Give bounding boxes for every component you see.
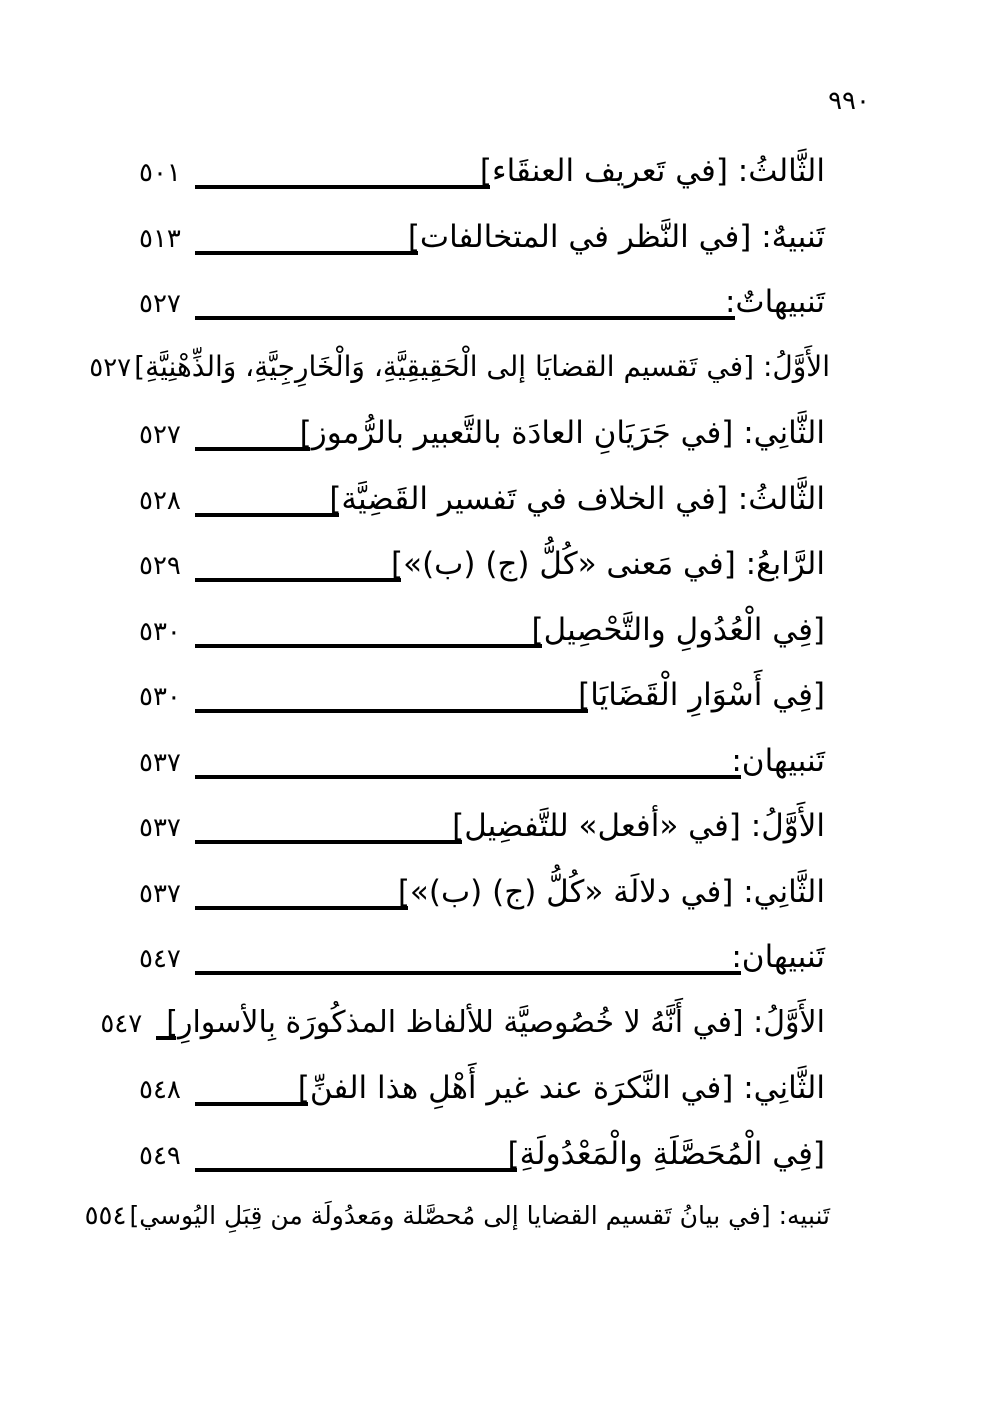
toc-entry-title: الثَّالثُ: [في الخلاف في تَفسير القَضِيَّة] <box>329 480 825 517</box>
toc-entry-title: الثَّانِي: [في النَّكرَة عند غير أَهْلِ هذا الفنِّ] <box>297 1070 825 1106</box>
toc-entry <box>84 202 920 268</box>
toc-entry-title: [فِي الْعُدُولِ والتَّحْصِيل] <box>531 611 825 648</box>
table-of-contents <box>84 136 920 1250</box>
toc-leader-line <box>195 239 418 255</box>
toc-entry-page-number: ٥٥٤ <box>84 1201 127 1231</box>
toc-leader-line <box>195 763 741 779</box>
toc-entry-title: تَنبيهان: <box>731 939 825 975</box>
toc-entry <box>84 333 920 399</box>
toc-entry-title: الرَّابعُ: [في مَعنى «كُلُّ (ج) (ب)»] <box>391 546 825 582</box>
toc-entry-page-number: ٥٢٧ <box>89 352 132 383</box>
toc-entry-page-number: ٥٣٧ <box>139 878 181 909</box>
toc-entry <box>84 1053 920 1119</box>
toc-entry-page-number: ٥٣٧ <box>139 747 181 778</box>
toc-leader-line <box>195 894 408 910</box>
toc-entry-page-number: ٥٤٧ <box>100 1008 143 1039</box>
toc-entry-title: الثَّانِي: [في دلالَة «كُلُّ (ج) (ب)»] <box>397 873 825 910</box>
toc-entry-title: الثَّانِي: [في جَرَيَانِ العادَة بالتَّعبير بالرُّموز] <box>299 415 825 451</box>
toc-entry <box>84 726 920 792</box>
toc-entry <box>84 1184 920 1250</box>
toc-entry-page-number: ٥٣٠ <box>139 682 181 712</box>
toc-entry-title: تَنبيه: [في بيانُ تَقسيم القضايا إلى مُحصَّلة ومَعدُولَة من قِبَلِ اليُوسي] <box>129 1201 830 1230</box>
toc-entry <box>84 857 920 923</box>
toc-leader-line <box>195 828 462 844</box>
toc-entry-title: تَنبيهٌ: [في النَّظر في المتخالفات] <box>407 218 825 255</box>
toc-entry <box>84 464 920 530</box>
toc-entry <box>84 595 920 661</box>
toc-entry-page-number: ٥٠١ <box>139 158 181 188</box>
toc-entry-page-number: ٥٢٧ <box>139 289 181 319</box>
toc-entry-title: تَنبيهاتٌ: <box>724 284 825 320</box>
toc-leader-line <box>195 697 588 713</box>
folio-page-number: ٩٩٠ <box>828 86 870 116</box>
toc-entry-page-number: ٥٢٨ <box>139 485 181 516</box>
toc-leader-line <box>195 632 542 648</box>
toc-entry <box>84 529 920 595</box>
toc-leader-line <box>195 1090 308 1106</box>
toc-leader-line <box>195 304 735 320</box>
toc-leader-line <box>195 435 310 451</box>
toc-entry-page-number: ٥٣٧ <box>139 813 181 843</box>
toc-entry-page-number: ٥١٣ <box>139 223 181 254</box>
toc-leader-line <box>195 959 741 975</box>
toc-entry <box>84 267 920 333</box>
toc-leader-line <box>195 1156 518 1172</box>
toc-entry-page-number: ٥٢٧ <box>139 420 181 450</box>
toc-entry <box>84 988 920 1054</box>
toc-entry-title: الثَّالثُ: [في تَعريف العنقَاء] <box>479 153 825 189</box>
toc-entry-title: تَنبيهان: <box>731 742 825 779</box>
toc-entry <box>84 1119 920 1185</box>
toc-leader-line <box>195 501 339 517</box>
toc-leader-line <box>156 1024 176 1040</box>
toc-entry <box>84 791 920 857</box>
toc-entry <box>84 660 920 726</box>
toc-entry-title: [فِي أَسْوَارِ الْقَضَايَا] <box>578 677 825 713</box>
toc-entry <box>84 136 920 202</box>
toc-entry <box>84 398 920 464</box>
toc-entry <box>84 922 920 988</box>
toc-entry-page-number: ٥٤٧ <box>139 944 181 974</box>
toc-entry-title: الأَوَّلُ: [في تَقسيم القضايَا إلى الْحَقِيقِيَّةِ، وَالْخَارِجِيَّةِ، وَالذِّهْنِيَّةِ] <box>134 349 830 383</box>
toc-entry-title: [فِي الْمُحَصَّلَةِ والْمَعْدُولَةِ] <box>507 1135 825 1172</box>
toc-entry-page-number: ٥٤٨ <box>139 1075 181 1105</box>
toc-entry-page-number: ٥٤٩ <box>139 1140 181 1171</box>
toc-entry-page-number: ٥٢٩ <box>139 551 181 581</box>
toc-entry-page-number: ٥٣٠ <box>139 616 181 647</box>
toc-entry-title: الأَوَّلُ: [في «أفعل» للتَّفضِيل] <box>452 808 825 844</box>
toc-leader-line <box>195 173 490 189</box>
toc-entry-title: الأَوَّلُ: [في أَنَّهُ لا خُصُوصيَّة للألفاظ المذكُورَة بِالأسوارِ] <box>166 1004 825 1040</box>
toc-leader-line <box>195 566 401 582</box>
